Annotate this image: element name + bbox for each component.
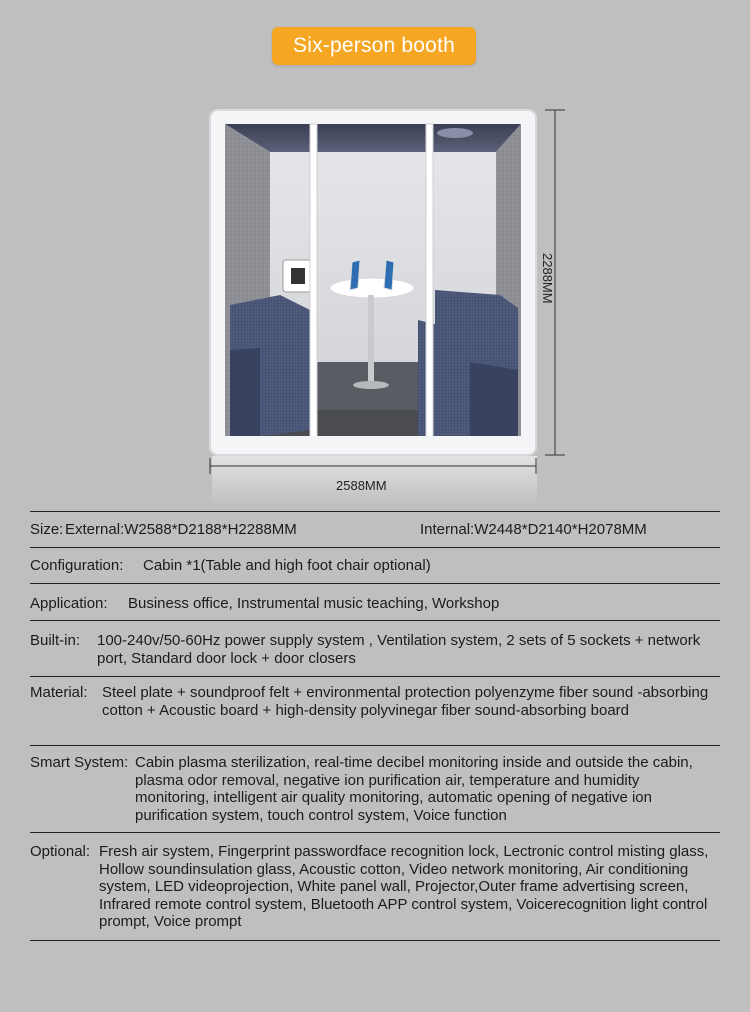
spec-label-smart-system: Smart System: <box>30 754 129 771</box>
spec-label-configuration: Configuration: <box>30 557 124 574</box>
spec-value-material: Steel plate + soundproof felt + environmental protection polyenzyme fiber sound -absorbing cotton + Acoustic board + high-density polyvinegar fiber sound-absorbing board <box>102 684 709 719</box>
spec-value-smart-system: Cabin plasma sterilization, real-time decibel monitoring inside and outside the cabin, plasma odor removal, negative ion purification air, temperature and humidity monitoring, intelligent air quality monitoring, automatic opening of negative ion purification system, touch control system, Voice function <box>135 754 693 824</box>
divider <box>30 745 720 746</box>
spec-value-internal: Internal:W2448*D2140*H2078MM <box>420 521 647 538</box>
glass-mullion-left <box>310 124 317 442</box>
spec-label-application: Application: <box>30 595 108 612</box>
booth-ceiling <box>225 124 521 152</box>
spec-value-application: Business office, Instrumental music teaching, Workshop <box>128 595 500 612</box>
divider <box>30 620 720 621</box>
spec-label-built-in: Built-in: <box>30 632 81 649</box>
divider <box>30 676 720 677</box>
height-dimension-label: 2288MM <box>540 253 555 304</box>
divider <box>30 832 720 833</box>
page-title: Six-person booth <box>293 34 455 57</box>
divider <box>30 583 720 584</box>
spec-value-external: External:W2588*D2188*H2288MM <box>65 521 297 538</box>
spec-value-configuration: Cabin *1(Table and high foot chair optional) <box>143 557 431 574</box>
page-title-badge <box>272 27 476 65</box>
width-dimension-label: 2588MM <box>336 478 387 493</box>
spec-value-optional: Fresh air system, Fingerprint passwordface recognition lock, Lectronic control misting glass, Hollow soundinsulation glass, Acoustic cotton, Video network monitoring, Air conditioning system, LED videoprojection, White panel wall, Projector,Outer frame advertising screen, Infrared remote control system, Bluetooth APP control system, Voicerecognition light control prompt, Voice prompt <box>99 843 709 930</box>
spec-label-optional: Optional: <box>30 843 91 860</box>
divider <box>30 511 720 512</box>
spec-label-size: Size: <box>30 521 64 538</box>
divider <box>30 940 720 941</box>
booth-product-image <box>200 100 600 510</box>
divider <box>30 547 720 548</box>
glass-mullion-right <box>426 124 433 442</box>
spec-value-built-in: 100-240v/50-60Hz power supply system , Ventilation system, 2 sets of 5 sockets + network port, Standard door lock + door closers <box>97 632 701 667</box>
spec-label-material: Material: <box>30 684 88 701</box>
